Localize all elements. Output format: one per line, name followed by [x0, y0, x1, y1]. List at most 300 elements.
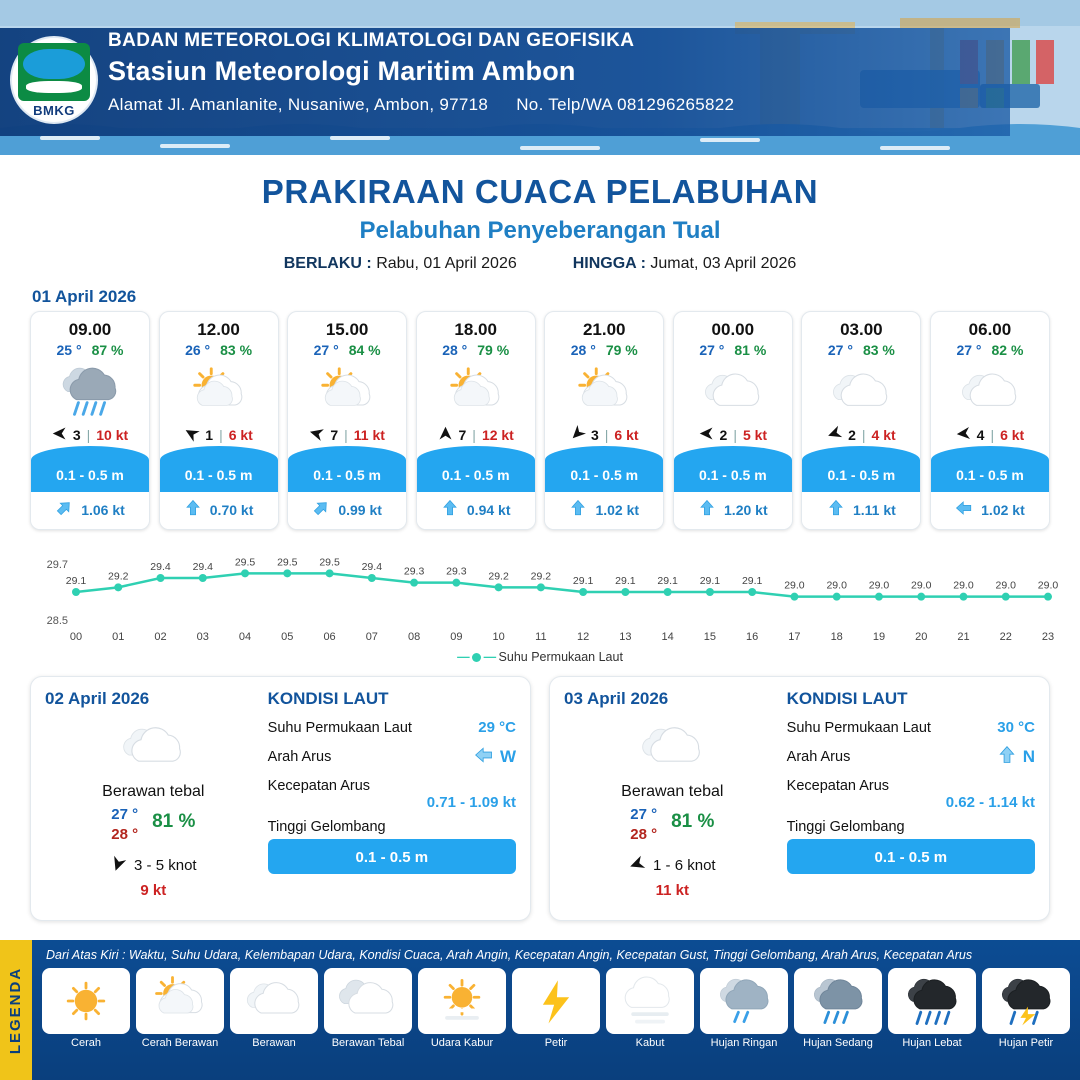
- current-direction-arrow-icon: [997, 745, 1017, 769]
- forecast-temp-hum: [288, 342, 406, 362]
- legend-side-label: [0, 940, 32, 1080]
- wind-separator: |: [219, 427, 223, 443]
- forecast-temp-hum: [802, 342, 920, 362]
- sea-row-label-wrap: [787, 778, 1035, 794]
- forecast-humidity: 83 %: [862, 342, 895, 358]
- wind-direction-value: 4: [976, 427, 985, 443]
- current-row: [417, 492, 535, 529]
- day-temp-range: [630, 805, 657, 846]
- svg-text:29.0: 29.0: [784, 579, 805, 592]
- wind-direction-value: 1: [205, 427, 214, 443]
- phone-value: 081296265822: [617, 95, 735, 114]
- wave-height: 0.1 - 0.5 m: [545, 460, 663, 492]
- wind-separator: |: [86, 427, 91, 443]
- current-row: [288, 492, 406, 529]
- wind-direction-arrow-icon: [629, 856, 645, 876]
- wave-height: 0.1 - 0.5 m: [288, 460, 406, 492]
- svg-text:29.1: 29.1: [699, 575, 721, 587]
- day-wind: [45, 856, 262, 876]
- svg-text:29.3: 29.3: [446, 565, 467, 578]
- forecast-card: [801, 311, 921, 530]
- current-direction-arrow-icon: [312, 499, 330, 520]
- wind-direction-value: 2: [848, 427, 856, 443]
- sea-row-label: Tinggi Gelombang: [267, 819, 386, 835]
- current-direction-arrow-icon: [474, 745, 494, 769]
- wind-direction-value: 2: [719, 427, 728, 443]
- sea-row-label: Arah Arus: [267, 749, 332, 765]
- day-gust: 9 kt: [140, 881, 167, 899]
- forecast-temp-hum: [545, 342, 663, 362]
- sea-row-value: W: [499, 747, 516, 766]
- legend-item: [512, 968, 600, 1049]
- legend-item: [606, 968, 694, 1049]
- sea-row-label-wrap: [268, 778, 516, 794]
- sst-chart-svg: [22, 546, 1058, 646]
- wave-height: 0.1 - 0.5 m: [674, 460, 792, 492]
- svg-text:29.2: 29.2: [108, 570, 129, 583]
- svg-text:29.5: 29.5: [319, 556, 340, 569]
- legend-item-label: Petir: [544, 1037, 568, 1049]
- day-forecast-panel: [549, 676, 1050, 921]
- sea-row: [268, 819, 516, 874]
- forecast-temp-hum: [160, 342, 278, 362]
- wind-row: [674, 424, 792, 448]
- sea-row-value: 30 °C: [997, 719, 1035, 736]
- daily-panels: [0, 664, 1080, 921]
- weather-cloudy-icon: [802, 362, 920, 424]
- legend-line: —: [457, 650, 469, 664]
- sea-row-label: Tinggi Gelombang: [786, 819, 905, 835]
- current-row: [802, 492, 920, 529]
- wind-direction-value: 3: [590, 427, 599, 443]
- svg-text:19: 19: [872, 631, 886, 643]
- svg-text:29.0: 29.0: [826, 579, 847, 592]
- weather-cloudy-icon: [931, 362, 1049, 424]
- current-row: [545, 492, 663, 529]
- svg-text:06: 06: [323, 631, 336, 643]
- legend-item-label: Cerah Berawan: [141, 1037, 219, 1049]
- weather-thunderstorm-icon: [982, 968, 1070, 1034]
- wave-top-shape: [417, 446, 535, 460]
- valid-to: [573, 255, 797, 273]
- svg-text:29.1: 29.1: [657, 575, 678, 587]
- svg-text:04: 04: [238, 631, 252, 643]
- wave-height: 0.1 - 0.5 m: [931, 460, 1049, 492]
- wind-row: [160, 424, 278, 448]
- sea-conditions: [781, 689, 1035, 906]
- svg-text:18: 18: [830, 631, 843, 643]
- day-temp-max: 28 °: [630, 826, 658, 844]
- sea-conditions-title: KONDISI LAUT: [267, 689, 389, 708]
- weather-fog-icon: [606, 968, 694, 1034]
- weather-heavy-rain-icon: [888, 968, 976, 1034]
- svg-text:29.0: 29.0: [910, 579, 932, 592]
- svg-text:29.1: 29.1: [615, 575, 636, 587]
- svg-text:29.2: 29.2: [488, 570, 509, 583]
- bmkg-logo: [10, 36, 98, 124]
- wind-separator: |: [344, 427, 348, 443]
- sea-row-value: 0.62 - 1.14 kt: [945, 794, 1035, 811]
- sea-row-value: 0.71 - 1.09 kt: [426, 794, 516, 811]
- day-wind-range: 3 - 5 knot: [134, 857, 197, 874]
- legend-item: [982, 968, 1070, 1049]
- svg-text:29.0: 29.0: [953, 579, 974, 592]
- svg-text:29.4: 29.4: [361, 561, 383, 573]
- day-summary: [564, 689, 781, 906]
- svg-text:22: 22: [999, 631, 1012, 643]
- current-speed: 1.02 kt: [595, 501, 640, 518]
- svg-text:29.4: 29.4: [150, 561, 171, 573]
- legend-body: [32, 940, 1080, 1080]
- forecast-temperature: 25 °: [56, 342, 82, 358]
- legend-side-text: LEGENDA: [7, 966, 25, 1054]
- current-speed: 1.11 kt: [852, 501, 896, 518]
- logo-emblem: [18, 43, 90, 101]
- current-row: [160, 492, 278, 529]
- forecast-temperature: 27 °: [827, 342, 853, 358]
- legend-item: [136, 968, 224, 1049]
- forecast-time: 12.00: [197, 320, 240, 339]
- valid-to-label: HINGGA :: [572, 255, 646, 272]
- sea-row: [787, 745, 1035, 769]
- logo-text: BMKG: [33, 102, 75, 118]
- forecast-time: 18.00: [454, 320, 497, 339]
- forecast-card: [159, 311, 279, 530]
- address-value: Jl. Amanlanite, Nusaniwe, Ambon, 97718: [167, 95, 489, 114]
- current-direction-arrow-icon: [698, 499, 716, 520]
- forecast-card: [30, 311, 150, 530]
- weather-cloudy-icon: [45, 717, 262, 779]
- weather-cloudy-icon: [564, 717, 781, 779]
- weather-moderate-rain-icon: [794, 968, 882, 1034]
- forecast-card-list: [0, 311, 1080, 530]
- wind-direction-arrow-icon: [110, 856, 126, 876]
- svg-text:29.2: 29.2: [530, 570, 552, 583]
- page-title: PRAKIRAAN CUACA PELABUHAN: [261, 173, 819, 210]
- wind-direction-value: 3: [72, 427, 81, 443]
- current-direction: [997, 745, 1035, 769]
- valid-from-label: BERLAKU :: [283, 255, 372, 272]
- svg-text:29.4: 29.4: [192, 561, 214, 573]
- weather-partly-icon: [136, 968, 224, 1034]
- wind-speed: 6 kt: [614, 427, 639, 443]
- svg-text:01: 01: [112, 631, 125, 643]
- day-temp-min: 27 °: [630, 806, 658, 823]
- sea-row: [787, 819, 1035, 874]
- forecast-temp-hum: [417, 342, 535, 362]
- legend-item: [888, 968, 976, 1049]
- current-direction-arrow-icon: [184, 499, 202, 520]
- day-humidity: 81 %: [152, 811, 196, 832]
- current-speed: 0.70 kt: [209, 501, 254, 518]
- svg-text:02: 02: [154, 631, 167, 643]
- wind-direction-arrow-icon: [438, 426, 453, 444]
- sea-conditions-title: KONDISI LAUT: [786, 689, 908, 708]
- wave-height: 0.1 - 0.5 m: [417, 460, 535, 492]
- current-direction-arrow-icon: [441, 499, 459, 520]
- weather-haze-icon: [418, 968, 506, 1034]
- day-temp-humidity: [564, 805, 781, 846]
- legend-item: [42, 968, 130, 1049]
- page-subtitle: Pelabuhan Penyeberangan Tual: [359, 217, 721, 244]
- forecast-temp-hum: [674, 342, 792, 362]
- wind-row: [288, 424, 406, 448]
- current-speed: 0.99 kt: [338, 501, 382, 518]
- wind-speed: 6 kt: [1000, 427, 1025, 443]
- forecast-card: [287, 311, 407, 530]
- svg-text:28.5: 28.5: [46, 615, 68, 627]
- sst-chart-legend: [0, 650, 1080, 664]
- svg-text:03: 03: [196, 631, 209, 643]
- svg-text:29.0: 29.0: [1037, 579, 1058, 592]
- wind-direction-value: 7: [330, 427, 339, 443]
- svg-text:13: 13: [619, 631, 632, 643]
- header-text: [108, 30, 734, 115]
- svg-text:23: 23: [1041, 631, 1055, 643]
- wind-direction-arrow-icon: [184, 426, 199, 444]
- weather-cloudy-icon: [674, 362, 792, 424]
- wave-top-shape: [288, 446, 406, 460]
- forecast-temperature: 26 °: [185, 342, 211, 358]
- weather-partly-icon: [417, 362, 535, 424]
- forecast-time: 15.00: [325, 320, 369, 339]
- day-date: 03 April 2026: [564, 689, 669, 708]
- wind-separator: |: [472, 427, 476, 443]
- sst-chart: [22, 546, 1058, 646]
- weather-rain-icon: [31, 362, 149, 424]
- svg-text:17: 17: [788, 631, 801, 643]
- forecast-humidity: 84 %: [348, 342, 381, 358]
- svg-text:29.5: 29.5: [234, 556, 256, 569]
- current-row: [674, 492, 792, 529]
- wind-row: [31, 424, 149, 448]
- wind-speed: 5 kt: [742, 427, 768, 443]
- legend-item-label: Cerah: [71, 1037, 101, 1049]
- forecast-time: 06.00: [968, 320, 1012, 339]
- wave-top-shape: [674, 446, 792, 460]
- sea-row-label: Suhu Permukaan Laut: [786, 719, 931, 736]
- sea-conditions: [262, 689, 516, 906]
- svg-text:05: 05: [281, 631, 294, 643]
- forecast-humidity: 87 %: [91, 342, 124, 358]
- legend-item-label: Udara Kabur: [430, 1037, 494, 1049]
- wind-direction-arrow-icon: [827, 426, 842, 444]
- wave-top-shape: [802, 446, 920, 460]
- sea-row: [268, 719, 516, 736]
- wind-row: [417, 424, 535, 448]
- wave-top-shape: [931, 446, 1049, 460]
- sea-row-value: N: [1022, 747, 1035, 766]
- address-label: Alamat: [108, 95, 163, 114]
- validity-row: [0, 255, 1080, 273]
- weather-cloudy-icon: [230, 968, 318, 1034]
- svg-text:12: 12: [577, 631, 590, 643]
- svg-text:14: 14: [661, 631, 674, 643]
- wave-height: 0.1 - 0.5 m: [802, 460, 920, 492]
- svg-text:15: 15: [703, 631, 717, 643]
- weather-sun-icon: [42, 968, 130, 1034]
- forecast-time: 21.00: [582, 320, 626, 339]
- legend-item: [324, 968, 412, 1049]
- forecast-humidity: 82 %: [991, 342, 1024, 358]
- weather-partly-icon: [288, 362, 406, 424]
- forecast-humidity: 83 %: [220, 342, 253, 358]
- weather-overcast-icon: [324, 968, 412, 1034]
- svg-text:08: 08: [407, 631, 421, 643]
- legend-item-list: [42, 968, 1070, 1049]
- day-forecast-panel: [30, 676, 531, 921]
- day-summary: [45, 689, 262, 906]
- svg-text:00: 00: [69, 631, 83, 643]
- svg-text:29.1: 29.1: [741, 575, 763, 587]
- current-speed: 1.20 kt: [724, 501, 768, 518]
- day-date: 02 April 2026: [45, 689, 150, 708]
- forecast-time: 03.00: [840, 320, 883, 339]
- wind-separator: |: [861, 427, 866, 443]
- legend-item-label: Kabut: [635, 1037, 665, 1049]
- wave-height: 0.1 - 0.5 m: [31, 460, 149, 492]
- day-humidity: 81 %: [671, 811, 715, 832]
- weather-lightning-icon: [512, 968, 600, 1034]
- wave-height-badge: 0.1 - 0.5 m: [787, 839, 1035, 874]
- wave-height: 0.1 - 0.5 m: [160, 460, 278, 492]
- forecast-humidity: 79 %: [605, 342, 638, 358]
- legend-item: [230, 968, 318, 1049]
- sea-row: [268, 778, 516, 811]
- valid-from-value: Rabu, 01 April 2026: [376, 255, 517, 272]
- weather-partly-icon: [545, 362, 663, 424]
- wind-row: [545, 424, 663, 448]
- legend-item-label: Berawan Tebal: [331, 1037, 405, 1049]
- legend-item-label: Hujan Lebat: [902, 1037, 962, 1049]
- day-condition: Berawan tebal: [102, 783, 205, 800]
- svg-text:29.7: 29.7: [46, 559, 68, 571]
- current-direction-arrow-icon: [55, 499, 73, 520]
- day-temp-range: [111, 805, 138, 846]
- day-temp-min: 27 °: [111, 806, 139, 823]
- forecast-card: [930, 311, 1050, 530]
- day-gust: 11 kt: [655, 881, 690, 899]
- current-row: [931, 492, 1049, 529]
- current-speed: 1.02 kt: [981, 501, 1025, 518]
- day-condition: Berawan tebal: [621, 783, 724, 800]
- forecast-temperature: 27 °: [313, 342, 339, 358]
- contact-line: [108, 95, 734, 115]
- wind-speed: 10 kt: [96, 427, 129, 443]
- wind-separator: |: [733, 427, 737, 443]
- valid-from: [284, 255, 517, 273]
- svg-text:09: 09: [450, 631, 463, 643]
- day-wind-range: 1 - 6 knot: [653, 857, 716, 874]
- wave-height-badge: 0.1 - 0.5 m: [268, 839, 516, 874]
- sea-row-label: Arah Arus: [786, 749, 851, 765]
- svg-text:16: 16: [746, 631, 759, 643]
- phone-label: No. Telp/WA: [516, 95, 613, 114]
- sea-row-value: 29 °C: [478, 719, 516, 736]
- day-temp-humidity: [45, 805, 262, 846]
- forecast-temp-hum: [31, 342, 149, 362]
- wave-top-shape: [31, 446, 149, 460]
- wind-direction-arrow-icon: [699, 426, 714, 444]
- station-name: Stasiun Meteorologi Maritim Ambon: [108, 56, 576, 86]
- sea-row: [268, 745, 516, 769]
- forecast-humidity: 81 %: [734, 342, 767, 358]
- current-direction-arrow-icon: [827, 499, 845, 520]
- wind-direction-arrow-icon: [956, 426, 971, 444]
- current-direction-arrow-icon: [955, 499, 973, 520]
- wind-row: [931, 424, 1049, 448]
- svg-text:29.3: 29.3: [403, 565, 425, 578]
- svg-text:29.0: 29.0: [868, 579, 890, 592]
- wave-top-shape: [160, 446, 278, 460]
- forecast-temperature: 28 °: [442, 342, 468, 358]
- forecast-temperature: 27 °: [956, 342, 982, 358]
- current-direction-arrow-icon: [569, 499, 587, 520]
- forecast-temp-hum: [931, 342, 1049, 362]
- wind-direction-arrow-icon: [309, 426, 324, 444]
- wind-separator: |: [990, 427, 995, 443]
- legend-dot-icon: [472, 653, 481, 662]
- agency-name: BADAN METEOROLOGI KLIMATOLOGI DAN GEOFISIKA: [108, 30, 635, 51]
- wind-direction-value: 7: [458, 427, 467, 443]
- wind-direction-arrow-icon: [570, 426, 585, 444]
- sea-row-label: Kecepatan Arus: [786, 778, 890, 794]
- wave-top-shape: [545, 446, 663, 460]
- forecast-time: 09.00: [68, 320, 112, 339]
- legend-item-label: Hujan Petir: [998, 1037, 1054, 1049]
- wind-speed: 11 kt: [353, 427, 385, 443]
- forecast-time: 00.00: [711, 320, 755, 339]
- current-speed: 0.94 kt: [466, 501, 511, 518]
- sea-row-label: Kecepatan Arus: [267, 778, 371, 794]
- page-header: [0, 0, 1080, 155]
- day-temp-max: 28 °: [111, 826, 139, 844]
- legend-bar: [0, 940, 1080, 1080]
- svg-text:11: 11: [535, 631, 547, 643]
- sea-row-label: Suhu Permukaan Laut: [267, 719, 412, 736]
- svg-text:07: 07: [365, 631, 378, 643]
- svg-text:21: 21: [957, 631, 970, 643]
- day-wind: [564, 856, 781, 876]
- sea-row: [787, 719, 1035, 736]
- legend-item: [794, 968, 882, 1049]
- legend-item-label: Hujan Sedang: [803, 1037, 873, 1049]
- sea-row: [787, 778, 1035, 811]
- legend-item-label: Hujan Ringan: [710, 1037, 778, 1049]
- legend-label: Suhu Permukaan Laut: [498, 650, 623, 664]
- forecast-card: [544, 311, 664, 530]
- legend-line2: —: [483, 650, 496, 664]
- weather-light-rain-icon: [700, 968, 788, 1034]
- svg-text:29.1: 29.1: [65, 575, 87, 587]
- forecast-temperature: 27 °: [699, 342, 725, 358]
- svg-text:29.1: 29.1: [572, 575, 594, 587]
- legend-item: [700, 968, 788, 1049]
- forecast-card: [673, 311, 793, 530]
- svg-text:20: 20: [915, 631, 928, 643]
- weather-partly-icon: [160, 362, 278, 424]
- svg-text:29.5: 29.5: [277, 556, 298, 569]
- wind-separator: |: [604, 427, 609, 443]
- wind-speed: 4 kt: [871, 427, 896, 443]
- current-direction: [474, 745, 516, 769]
- wind-row: [802, 424, 920, 448]
- legend-item: [418, 968, 506, 1049]
- wind-speed: 12 kt: [481, 427, 514, 443]
- legend-item-label: Berawan: [252, 1037, 296, 1049]
- forecast-humidity: 79 %: [477, 342, 510, 358]
- forecast-temperature: 28 °: [570, 342, 596, 358]
